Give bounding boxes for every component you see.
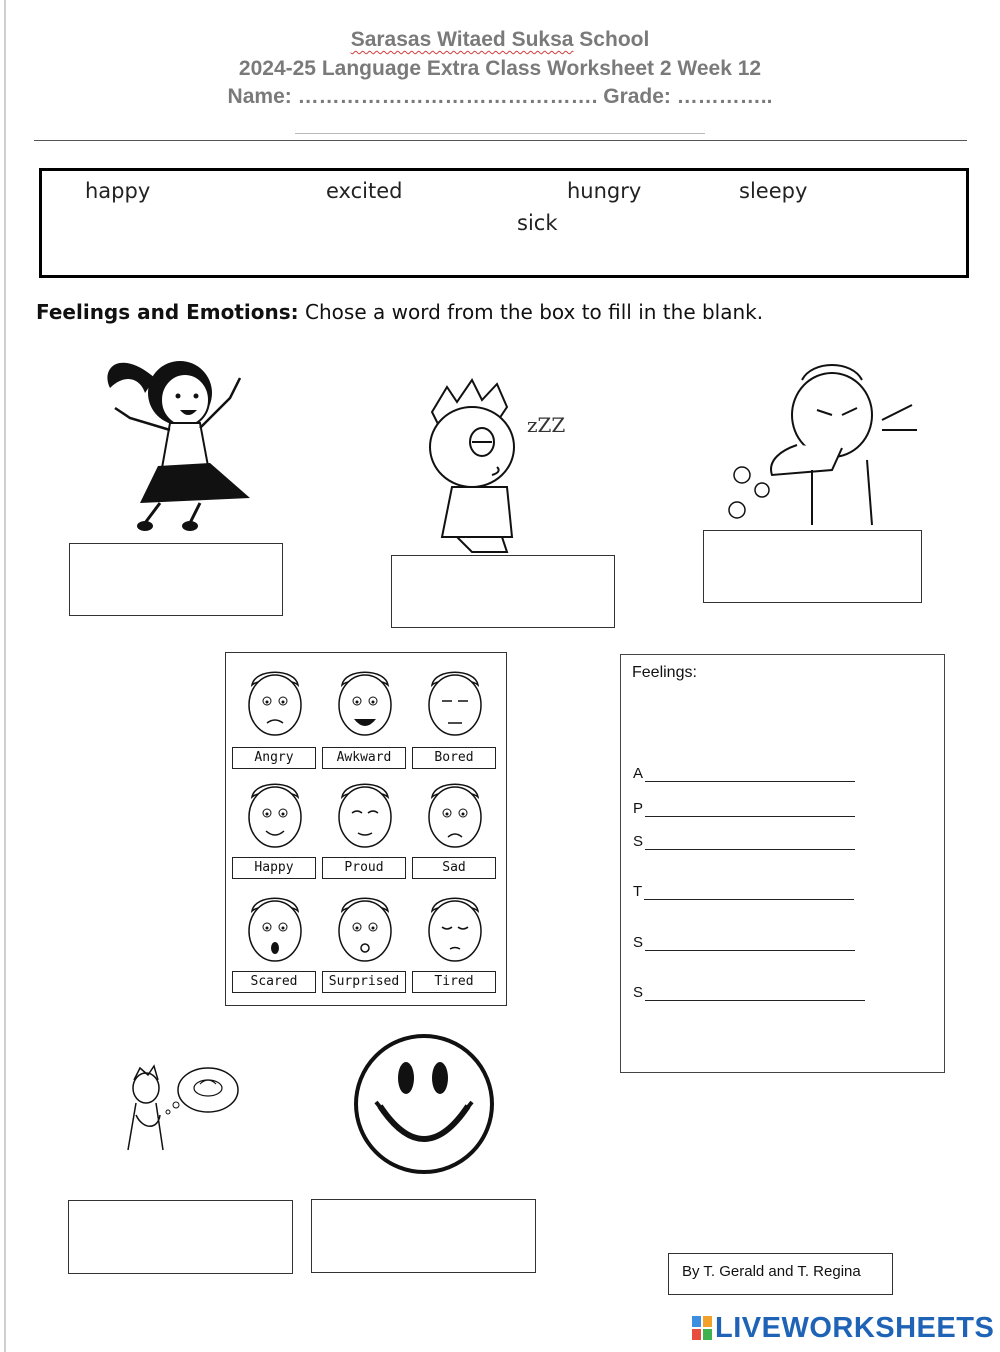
word-happy: happy — [85, 179, 151, 203]
zzz-text: zZZ — [527, 413, 566, 437]
answer-box-5[interactable] — [311, 1199, 536, 1273]
sick-boy-picture — [722, 360, 922, 528]
feelings-title: Feelings: — [632, 664, 697, 681]
feelings-blank-s2[interactable] — [645, 936, 855, 951]
header-divider — [34, 140, 967, 141]
label-surprised: Surprised — [322, 971, 406, 993]
hungry-boy-picture — [118, 1060, 243, 1160]
feelings-blank-p[interactable] — [645, 802, 855, 817]
word-excited: excited — [326, 179, 403, 203]
label-angry: Angry — [232, 747, 316, 769]
label-proud: Proud — [322, 857, 406, 879]
answer-box-1[interactable] — [69, 543, 283, 616]
label-happy: Happy — [232, 857, 316, 879]
credit-box: By T. Gerald and T. Regina — [668, 1253, 893, 1295]
header-subdivider — [295, 133, 705, 134]
liveworksheets-logo-icon — [692, 1316, 712, 1340]
label-sad: Sad — [412, 857, 496, 879]
proud-face-icon — [330, 775, 400, 855]
label-scared: Scared — [232, 971, 316, 993]
awkward-face-icon — [330, 663, 400, 743]
name-grade-line: Name: ……………………………………. Grade: ………….. — [227, 85, 773, 108]
feelings-line-a: A — [633, 765, 855, 782]
label-tired: Tired — [412, 971, 496, 993]
feelings-line-t: T — [633, 883, 854, 900]
feelings-line-s3: S — [633, 984, 865, 1001]
feelings-blank-t[interactable] — [644, 885, 854, 900]
sleepy-boy-picture — [412, 372, 582, 557]
word-sleepy: sleepy — [739, 179, 808, 203]
label-bored: Bored — [412, 747, 496, 769]
feelings-line-s1: S — [633, 833, 855, 850]
liveworksheets-watermark[interactable]: LIVEWORKSHEETS — [692, 1312, 994, 1345]
answer-box-2[interactable] — [391, 555, 615, 628]
feelings-box — [620, 654, 945, 1073]
emotion-chart — [225, 652, 507, 1006]
smiley-face-picture — [352, 1032, 497, 1177]
worksheet-title: 2024-25 Language Extra Class Worksheet 2 Week 12 — [238, 57, 762, 80]
happy-face-icon — [240, 775, 310, 855]
word-bank-box — [39, 168, 969, 278]
feelings-line-s2: S — [633, 934, 855, 951]
scared-face-icon — [240, 889, 310, 969]
school-name: Sarasas Witaed Suksa School — [350, 28, 650, 51]
sad-face-icon — [420, 775, 490, 855]
tired-face-icon — [420, 889, 490, 969]
answer-box-4[interactable] — [68, 1200, 293, 1274]
page-left-border — [4, 0, 6, 1352]
jumping-girl-picture — [100, 338, 260, 538]
instruction: Feelings and Emotions: Chose a word from the box to fill in the blank. — [36, 300, 764, 324]
surprised-face-icon — [330, 889, 400, 969]
word-sick: sick — [517, 211, 558, 235]
answer-box-3[interactable] — [703, 530, 922, 603]
bored-face-icon — [420, 663, 490, 743]
feelings-blank-s1[interactable] — [645, 835, 855, 850]
feelings-line-p: P — [633, 800, 855, 817]
label-awkward: Awkward — [322, 747, 406, 769]
feelings-blank-s3[interactable] — [645, 986, 865, 1001]
word-hungry: hungry — [567, 179, 642, 203]
angry-face-icon — [240, 663, 310, 743]
feelings-blank-a[interactable] — [645, 767, 855, 782]
